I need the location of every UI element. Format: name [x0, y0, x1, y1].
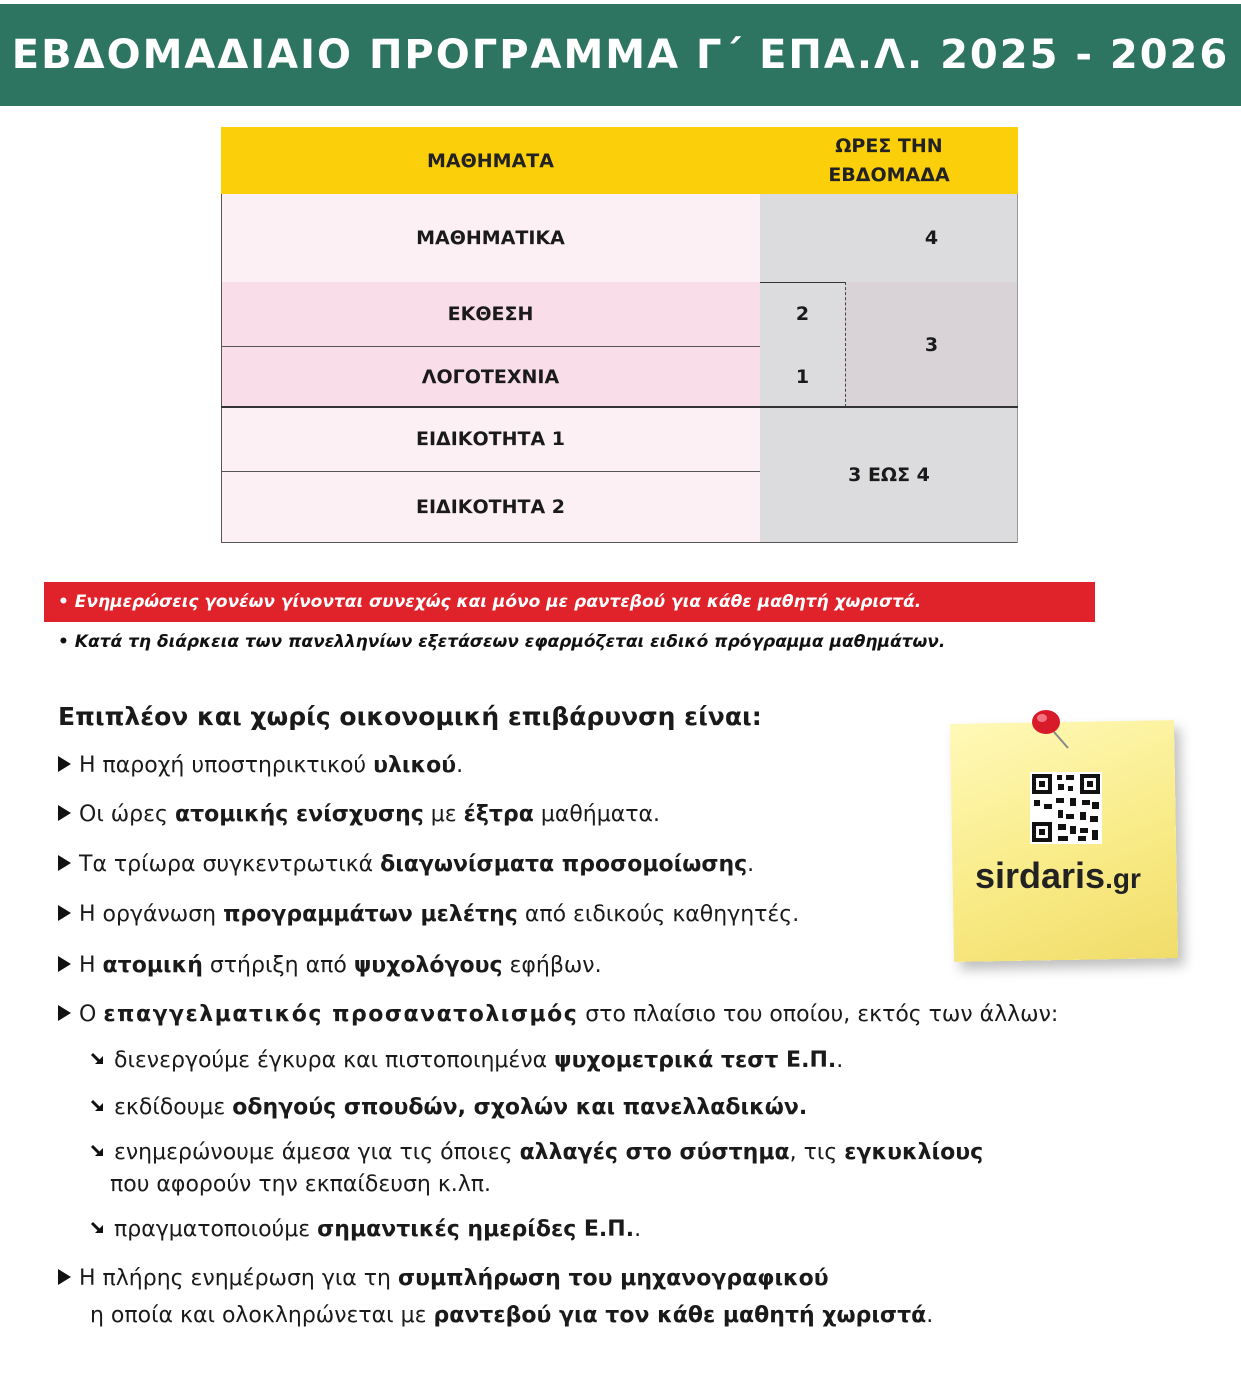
row-subject: ΕΙΔΙΚΟΤΗΤΑ 2 [221, 471, 760, 543]
row-sub-hours: 2 [760, 282, 845, 346]
triangle-bullet-icon [58, 1269, 71, 1285]
triangle-bullet-icon [58, 905, 71, 921]
triangle-bullet-icon [58, 756, 71, 772]
pushpin-icon [1024, 704, 1074, 754]
triangle-bullet-icon [58, 805, 71, 821]
row-subject: ΜΑΘΗΜΑΤΙΚΑ [221, 194, 760, 282]
extras-heading: Επιπλέον και χωρίς οικονομική επιβάρυνση είναι: [58, 702, 762, 731]
parents-note-bar [44, 582, 1095, 622]
exams-note: • Κατά τη διάρκεια των πανελληνίων εξετάσεων εφαρμόζεται ειδικό πρόγραμμα μαθημάτων. [58, 632, 946, 652]
row-subject: ΛΟΓΟΤΕΧΝΙΑ [221, 346, 760, 407]
triangle-bullet-icon [58, 956, 71, 972]
row-sub-hours: 1 [760, 346, 845, 407]
list-item: Οι ώρες ατομικής ενίσχυσης με έξτρα μαθήματα. [58, 802, 660, 827]
arrow-down-right-icon [90, 1143, 106, 1159]
row-divider [221, 406, 1018, 408]
qr-code-icon[interactable] [1030, 772, 1102, 844]
arrow-down-right-icon [90, 1220, 106, 1236]
list-item-continuation: η οποία και ολοκληρώνεται με ραντεβού για τον κάθε μαθητή χωριστά. [90, 1303, 934, 1328]
row-subject: ΕΚΘΕΣΗ [221, 282, 760, 346]
sub-list-item: πραγματοποιούμε σημαντικές ημερίδες Ε.Π.. [90, 1217, 641, 1242]
triangle-bullet-icon [58, 1005, 71, 1021]
brand-logo[interactable]: sirdaris.gr [975, 855, 1141, 896]
sub-list-item-continuation: που αφορούν την εκπαίδευση κ.λπ. [110, 1172, 492, 1197]
header-hours: ΩΡΕΣ ΤΗΝ ΕΒΔΟΜΑΔΑ [760, 127, 1018, 194]
list-item: Η οργάνωση προγραμμάτων μελέτης από ειδικούς καθηγητές. [58, 902, 799, 927]
title-banner [0, 4, 1241, 106]
table-border [221, 542, 1018, 543]
arrow-down-right-icon [90, 1051, 106, 1067]
page-title: ΕΒΔΟΜΑΔΙΑΙΟ ΠΡΟΓΡΑΜΜΑ Γ΄ ΕΠΑ.Λ. 2025 - 2026 [11, 32, 1230, 78]
list-item: Ο επαγγελματικός προσανατολισμός στο πλαίσιο του οποίου, εκτός των άλλων: [58, 1002, 1058, 1027]
row-divider [221, 346, 760, 347]
schedule-table [221, 127, 1018, 543]
sub-list-item: διενεργούμε έγκυρα και πιστοποιημένα ψυχομετρικά τεστ Ε.Π.. [90, 1048, 843, 1073]
row-hours: 4 [760, 194, 1018, 282]
parents-note: • Ενημερώσεις γονέων γίνονται συνεχώς και μόνο με ραντεβού για κάθε μαθητή χωριστά. [58, 592, 922, 612]
row-divider [760, 282, 845, 283]
language-total-hours: 3 [845, 282, 1018, 407]
header-subjects: ΜΑΘΗΜΑΤΑ [221, 127, 760, 194]
triangle-bullet-icon [58, 855, 71, 871]
row-divider [221, 471, 760, 472]
sub-list-item: ενημερώνουμε άμεσα για τις όποιες αλλαγές στο σύστημα, τις εγκυκλίους [90, 1140, 983, 1165]
sub-list-item: εκδίδουμε οδηγούς σπουδών, σχολών και πανελλαδικών. [90, 1095, 807, 1120]
specialty-hours: 3 ΕΩΣ 4 [760, 407, 1018, 543]
arrow-down-right-icon [90, 1098, 106, 1114]
table-border [1017, 194, 1018, 543]
list-item: Η ατομική στήριξη από ψυχολόγους εφήβων. [58, 953, 602, 978]
col-divider [845, 282, 846, 407]
list-item: Η παροχή υποστηρικτικού υλικού. [58, 753, 463, 778]
table-border [221, 194, 222, 543]
row-subject: ΕΙΔΙΚΟΤΗΤΑ 1 [221, 407, 760, 471]
list-item: Τα τρίωρα συγκεντρωτικά διαγωνίσματα προσομοίωσης. [58, 852, 754, 877]
list-item: Η πλήρης ενημέρωση για τη συμπλήρωση του μηχανογραφικού [58, 1266, 829, 1291]
